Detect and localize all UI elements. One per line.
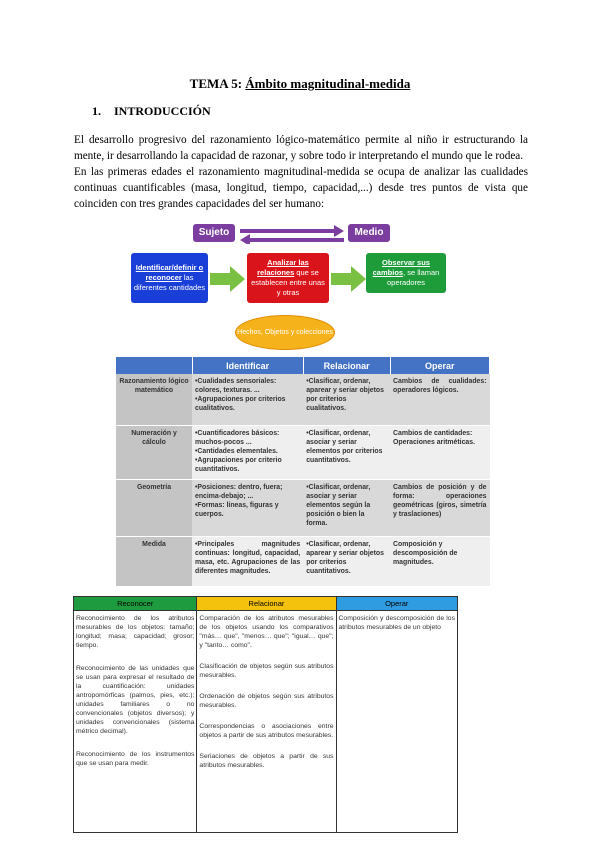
section-label: INTRODUCCIÓN [114, 104, 211, 118]
bidirectional-arrows [238, 224, 346, 244]
step-identificar [131, 253, 208, 303]
row-label: Medida [116, 536, 192, 586]
cell-paragraph: Reconocimiento de los instrumentos que se usan para medir. [76, 751, 195, 767]
cell-line: •Agrupaciones por criterio cuantitativos. [195, 456, 282, 473]
cell-paragraph: Seriaciones de objetos a partir de sus atributos mesurables. [199, 753, 334, 769]
table-header-operar: Operar [390, 357, 489, 374]
cell-paragraph: Ordenación de objetos según sus atributos mesurables. [199, 693, 334, 709]
cell-line: •Cualidades sensoriales: colores, texturas. ... [195, 378, 277, 394]
intro-text [74, 132, 528, 212]
arrow-right-icon [210, 266, 246, 292]
cell-line: •Clasificar, ordenar, asociar y seriar elementos según la posición o bien la forma. [306, 483, 371, 527]
table-header-operar: Operar [336, 597, 458, 611]
cell-paragraph: Reconocimiento de los atributos mesurables de los objetos: tamaño; longitud; masa; capacidad; grosor; tiempo. [76, 615, 195, 649]
capacities-table [116, 357, 490, 587]
cell-reconocer [74, 611, 197, 833]
step-operar-link[interactable]: Observar sus cambios [372, 258, 430, 277]
cell-paragraph: Comparación de los atributos mesurables de los objetos usando los comparativos "más… que", "menos… que"; "igual… que"; y "tanto… como". [199, 615, 334, 649]
cell-line: Cambios de posición y de forma: operaciones geométricas (giros, simetría y traslaciones) [393, 483, 487, 518]
cell-identificar [192, 374, 303, 425]
cell-operar [390, 536, 489, 586]
cell-line: Cambios de cantidades: Operaciones aritméticas. [393, 429, 476, 446]
section-heading [92, 104, 211, 119]
row-label: Numeración y cálculo [116, 425, 192, 479]
cell-operar [390, 425, 489, 479]
cell-operar [390, 479, 489, 536]
arrow-right-icon [240, 225, 344, 237]
cell-identificar [192, 479, 303, 536]
cell-identificar [192, 536, 303, 586]
arrow-left-icon [240, 234, 344, 244]
title-underlined: Ámbito magnitudinal-medida [245, 76, 411, 91]
table-header-row [116, 357, 490, 374]
table-header-relacionar: Relacionar [197, 597, 336, 611]
cell-line: •Formas: líneas, figuras y cuerpos. [195, 501, 279, 518]
cell-relacionar [303, 425, 390, 479]
cell-identificar [192, 425, 303, 479]
table-row [116, 479, 490, 536]
sujeto-box: Sujeto [193, 224, 235, 242]
cell-paragraph: Composición y descomposición de los atributos mesurables de un objeto [338, 615, 455, 631]
cell-relacionar [303, 374, 390, 425]
cell-paragraph: Clasificación de objetos según sus atributos mesurables. [199, 663, 334, 679]
cell-paragraph: Correspondencias o asociaciones entre objetos a partir de sus atributos mesurables. [199, 723, 334, 739]
medio-box: Medio [348, 224, 390, 242]
section-number: 1. [92, 104, 101, 118]
cell-line: •Clasificar, ordenar, asociar y seriar elementos por criterios cuantitativos. [306, 429, 383, 464]
cell-line: •Cantidades elementales. [195, 447, 278, 455]
hechos-oval: Hechos, Objetos y colecciones [235, 315, 335, 350]
cell-line: •Cuantificadores básicos: muchos-pocos ... [195, 429, 280, 446]
table-row [74, 611, 458, 833]
title-prefix: TEMA 5: [189, 76, 246, 91]
step-identificar-link[interactable]: Identificar/definir o reconocer [135, 263, 204, 282]
row-label: Razonamiento lógico matemático [116, 374, 192, 425]
intro-paragraph-2: En las primeras edades el razonamiento magnitudinal-medida se ocupa de analizar las cualidades continuas cuantificables (masa, longitud, tiempo, capacidad,...) desde tres puntos de vista que coinciden con tres grandes capacidades del ser humano: [74, 166, 528, 210]
table-row [116, 536, 490, 586]
cell-line: Cambios de cualidades: operadores lógicos. [393, 378, 487, 394]
cell-relacionar [303, 536, 390, 586]
cell-line: •Principales magnitudes continuas: longitud, capacidad, masa, etc. Agrupaciones de las diferentes magnitudes. [195, 540, 301, 575]
cell-relacionar [197, 611, 336, 833]
intro-paragraph-1: El desarrollo progresivo del razonamiento lógico-matemático permite al niño ir estructurando la mente, ir desarrollando la capacidad de razonar, y sobre todo ir interpretando el mundo que le rodea. [74, 134, 528, 162]
cell-line: •Clasificar, ordenar, aparear y seriar objetos por criterios cualitativos. [306, 378, 384, 412]
step-relacionar [247, 253, 329, 303]
table-header-relacionar: Relacionar [303, 357, 390, 374]
step-operar-text: , se llaman operadores [387, 268, 440, 287]
table-header-identificar: Identificar [192, 357, 303, 374]
step-relacionar-text: que se establecen entre unas y otras [251, 268, 325, 297]
table-header-reconocer: Reconocer [74, 597, 197, 611]
row-label: Geometría [116, 479, 192, 536]
step-identificar-text: las diferentes cantidades [133, 273, 206, 292]
cell-operar [336, 611, 458, 833]
table-header-row [74, 597, 458, 611]
step-operar [366, 253, 446, 293]
arrow-right-icon [331, 266, 367, 292]
cell-paragraph: Reconocimiento de las unidades que se usan para expresar el resultado de la cuantificación: unidades antropomórficas (palmos, pies, etc.); unidades familiares o no convencionales (objetos diversos); y unidades convencionales (sistema métrico decimal). [76, 665, 195, 735]
cell-operar [390, 374, 489, 425]
step-relacionar-link[interactable]: Analizar las relaciones [257, 258, 309, 277]
table-header-empty [116, 357, 192, 374]
cell-line: •Posiciones: dentro, fuera; encima-debajo; ... [195, 483, 283, 500]
table-row [116, 374, 490, 425]
cell-line: •Agrupaciones por criterios cualitativos. [195, 396, 286, 412]
magnitudes-table [73, 596, 458, 833]
table-row [116, 425, 490, 479]
cell-line: •Clasificar, ordenar, aparear y seriar objetos por criterios cuantitativos. [306, 540, 384, 575]
cell-relacionar [303, 479, 390, 536]
cell-line: Composición y descomposición de magnitudes. [393, 540, 458, 566]
page-title [0, 76, 600, 92]
